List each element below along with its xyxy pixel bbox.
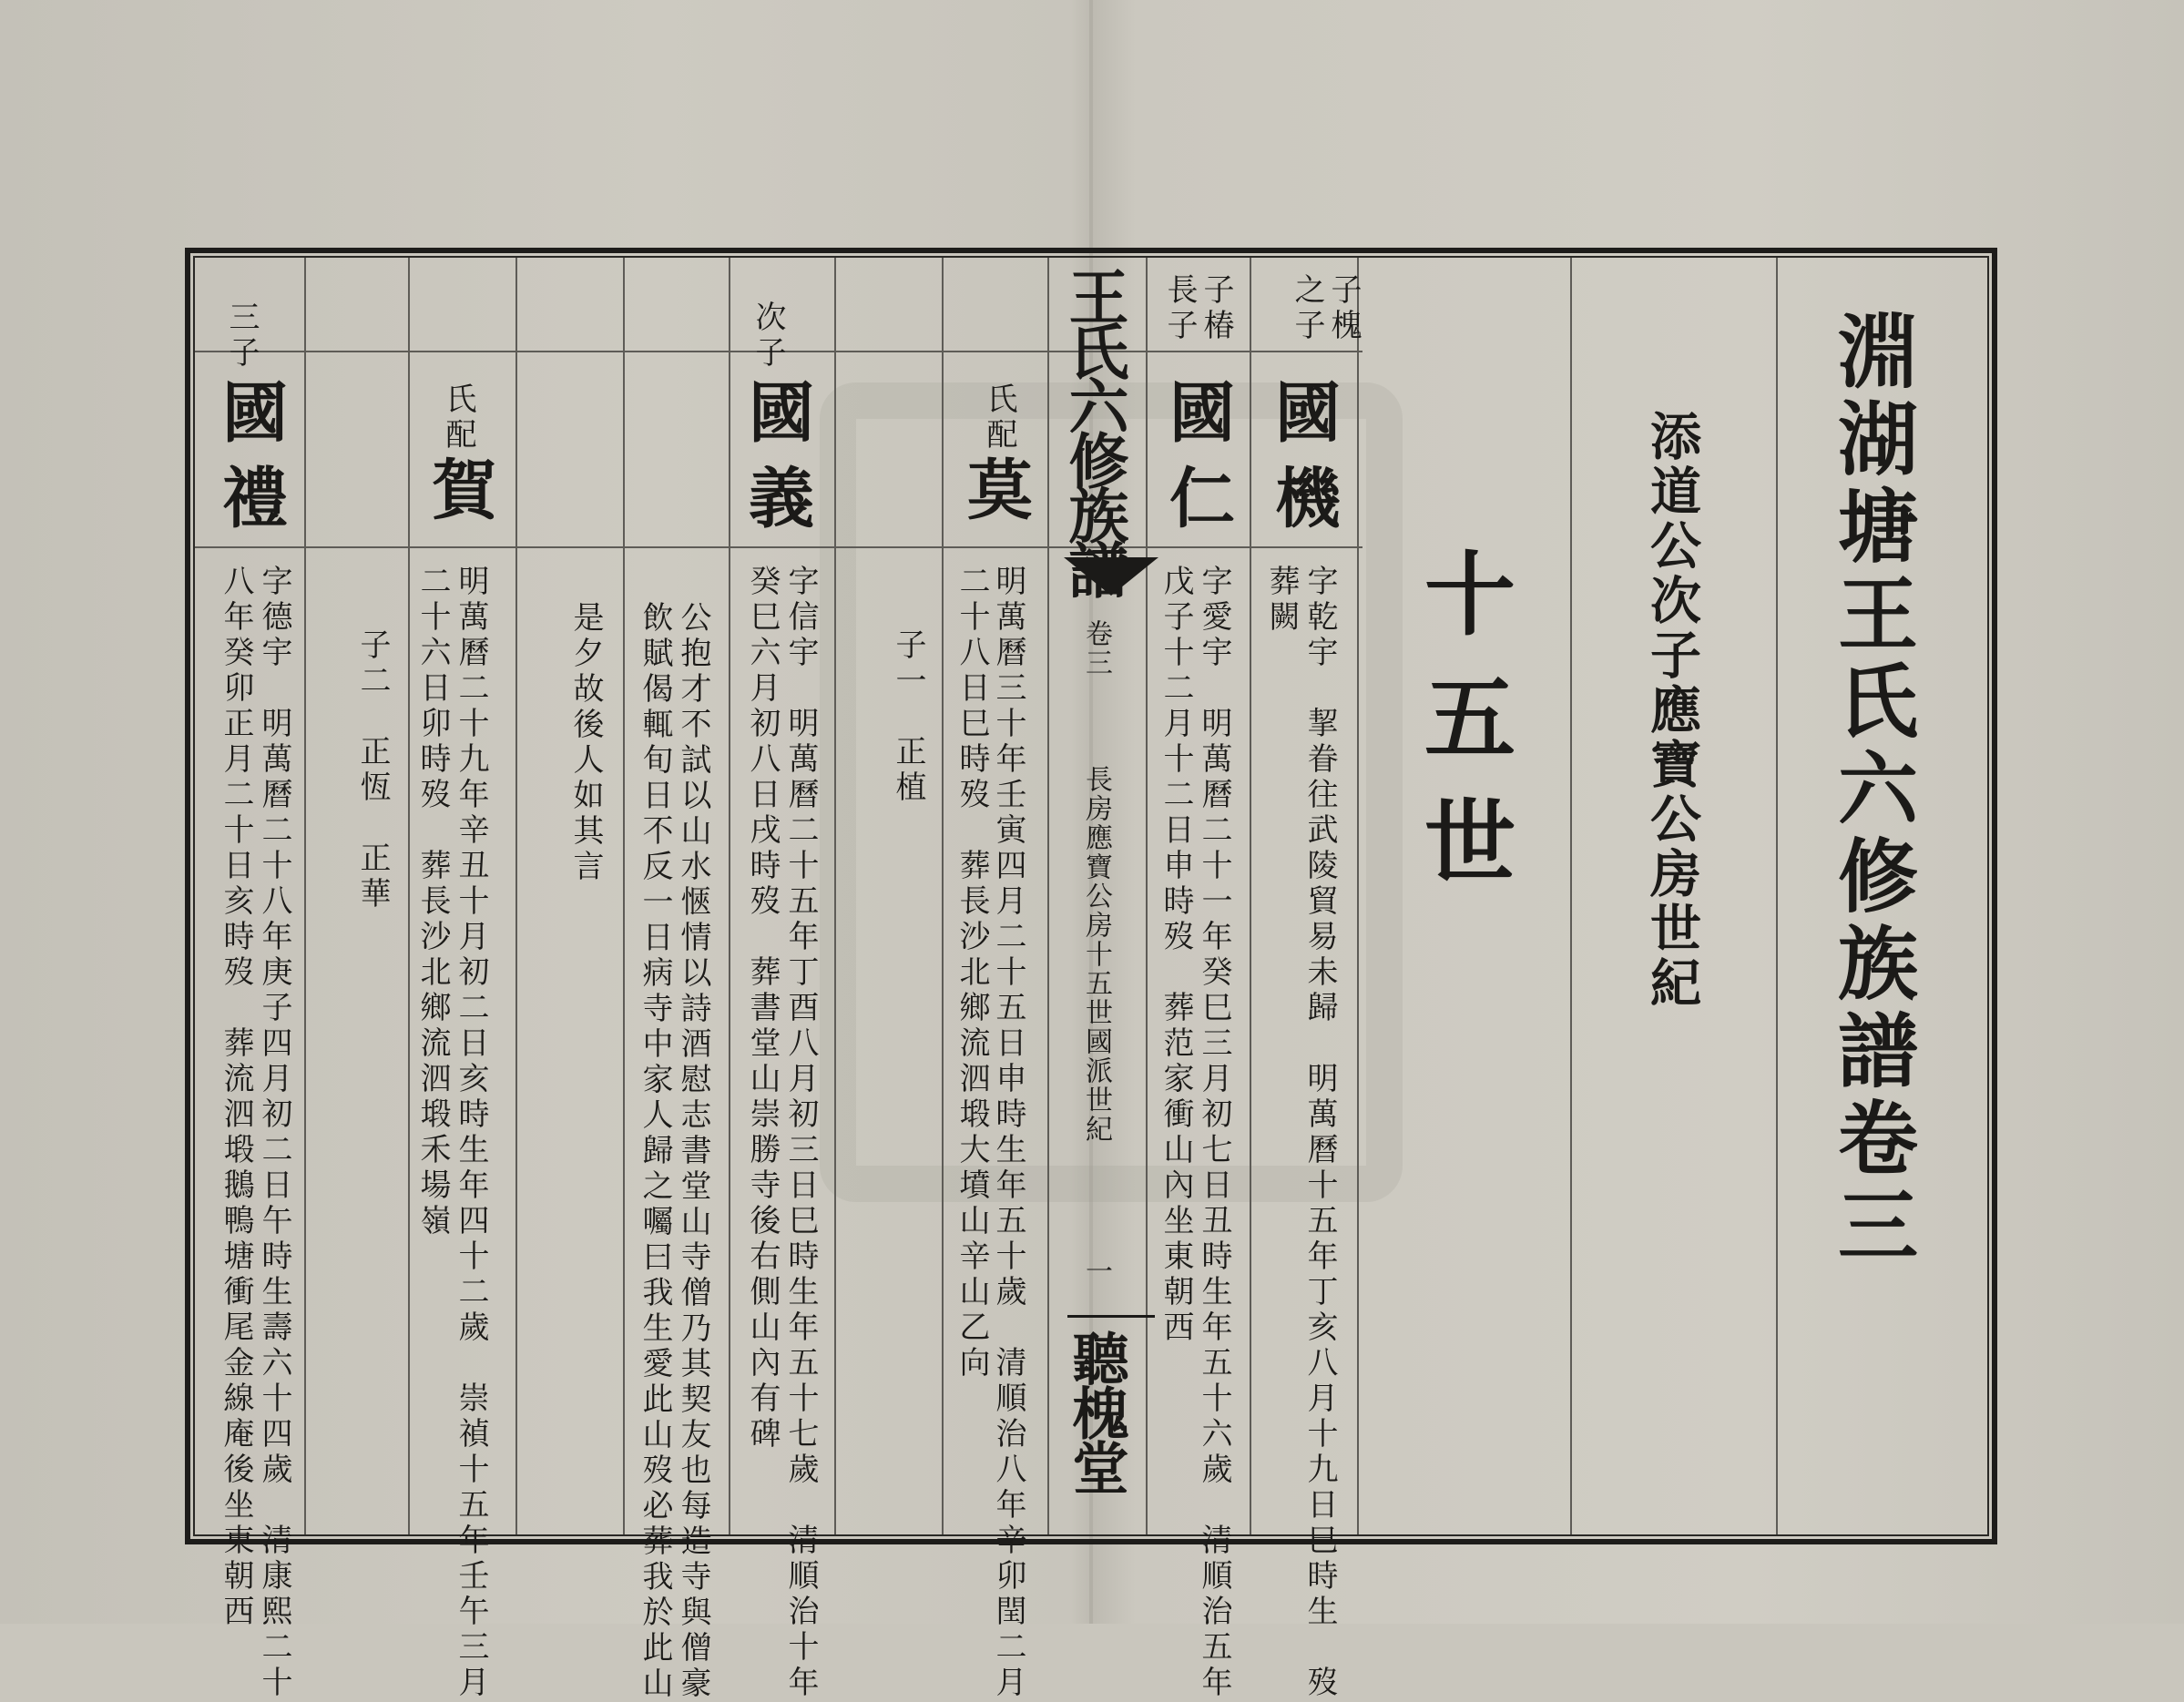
entry-text: 癸巳六月初八日戌時歿 葬書堂山崇勝寺後右側山內有碑 [744,565,781,1452]
entry-text: 葬闕 [1263,565,1300,636]
entry-relation: 三子 [223,301,260,372]
entry-text: 明萬曆三十年壬寅四月二十五日申時生年五十歲 清順治八年辛卯閏二月 [990,565,1026,1701]
person-name: 莫 [956,455,1034,541]
entry-children: 子二 正恆 正華 [354,628,391,912]
col-divider [304,258,306,1534]
entry-relation: 氏配 [981,382,1017,454]
entry-relation: 次子 [750,301,786,372]
col-divider [1047,258,1049,1534]
entry-bio: 飲賦偈輒旬日不反一日病寺中家人歸之囑曰我生愛此山歿必葬我於此山 [637,601,673,1702]
fish-tail-rule [1067,1315,1155,1318]
col-divider [1146,258,1148,1534]
entry-relation: 氏配 [440,382,476,454]
col-divider [1776,258,1778,1534]
entry-text: 戊子十二月十二日申時歿 葬范家衝山內坐東朝西 [1158,565,1194,1346]
entry-text: 字信宇 明萬曆二十五年丁酉八月初三日巳時生年五十七歲 清順治十年 [782,565,819,1701]
entry-text: 二十八日巳時歿 葬長沙北鄉流泗塅大墳山辛山乙向 [954,565,990,1381]
generation-label: 十五世 [1409,546,1516,918]
person-name: 國禮 [211,378,289,549]
col-divider [408,258,410,1534]
entry-text: 字愛宇 明萬曆二十一年癸巳三月初七日丑時生年五十六歲 清順治五年 [1196,565,1232,1701]
entry-children: 子一 正植 [890,628,926,806]
col-divider [834,258,836,1534]
fish-tail-mark [1064,557,1158,596]
entry-bio: 是夕故後人如其言 [567,601,604,885]
col-divider [623,258,625,1534]
entry-text: 二十六日卯時歿 葬長沙北鄉流泗塅禾場嶺 [414,565,451,1239]
main-title: 淵湖塘王氏六修族譜卷三 [1825,310,1920,1271]
spine-section: 長房應寶公房十五世國派世紀 [1080,765,1112,1144]
col-divider [729,258,730,1534]
spine-book-title: 王氏六修族譜 [1058,266,1129,594]
entry-relation: 子槐 之子 [1289,273,1362,344]
col-divider [515,258,517,1534]
col-divider [1357,258,1359,1534]
spine-page-number: 一 [1080,1257,1112,1286]
entry-text: 字乾宇 挈眷往武陵貿易未歸 明萬曆十五年丁亥八月十九日巳時生 歿 [1301,565,1338,1701]
entry-text: 字德宇 明萬曆二十八年庚子四月初二日午時生壽六十四歲 清康熙二十 [256,565,292,1701]
entry-text: 八年癸卯正月二十日亥時歿 葬流泗塅鵝鴨塘衝尾金線庵後坐東朝西 [218,565,254,1630]
person-name: 國機 [1264,378,1342,549]
spine-hall-name: 聽槐堂 [1063,1330,1129,1493]
entry-bio: 公抱才不試以山水愜情以詩酒慰志書堂山寺僧乃其契友也每造寺與僧豪 [675,601,711,1702]
col-divider [1570,258,1572,1534]
entry-relation: 子椿 長子 [1161,273,1234,344]
col-divider [942,258,944,1534]
person-name: 賀 [421,455,498,541]
person-name: 國義 [738,378,815,549]
col-divider [1250,258,1251,1534]
entry-text: 明萬曆二十九年辛丑十月初二日亥時生年四十二歲 崇禎十五年壬午三月 [453,565,489,1701]
spine-volume: 卷三 [1080,619,1112,678]
branch-heading: 添道公次子應寶公房世紀 [1642,410,1702,1011]
person-name: 國仁 [1158,378,1236,549]
